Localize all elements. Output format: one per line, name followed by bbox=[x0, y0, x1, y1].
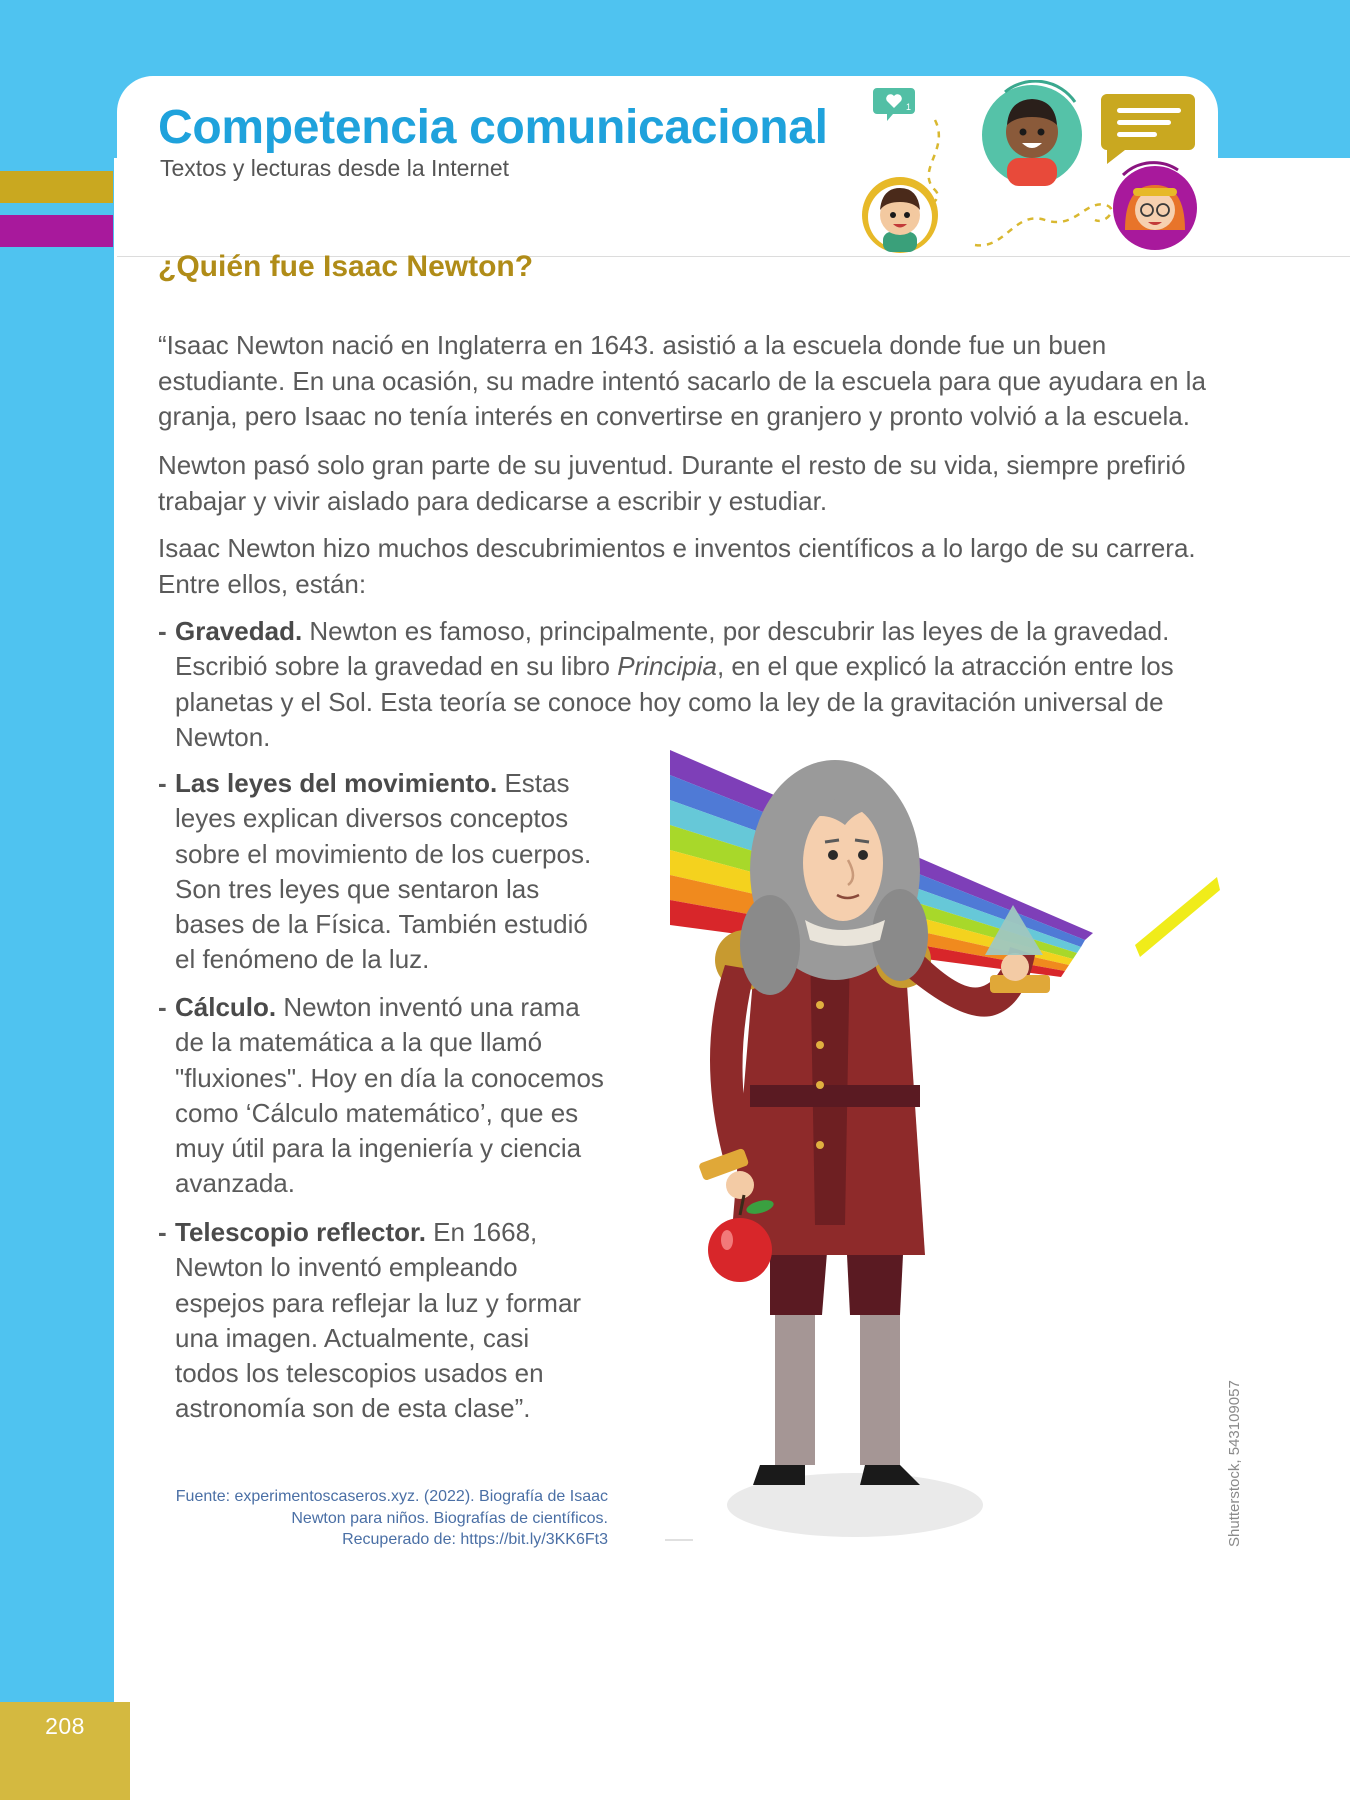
list-item-leyes-movimiento bbox=[158, 766, 613, 978]
chat-heart-icon bbox=[873, 88, 915, 121]
source-citation bbox=[158, 1486, 608, 1551]
left-color-band bbox=[0, 158, 114, 1800]
list-term: Cálculo. bbox=[175, 992, 277, 1022]
list-dash: - bbox=[158, 616, 167, 646]
list-text: Newton es famoso, principalmente, por descubrir las leyes de la gravedad. Escribió sobre la gravedad en su libro bbox=[175, 616, 1170, 682]
list-text: En 1668, Newton lo inventó empleando espejos para reflejar la luz y formar una imagen. Actualmente, casi todos los telescopios usados en astronomía son de esta clase”. bbox=[175, 1217, 582, 1424]
list-text: , en el que explicó la atracción entre los planetas y el Sol. Esta teoría se conoce hoy como la ley de la gravitación universal de Newton. bbox=[175, 651, 1174, 752]
list-dash: - bbox=[158, 992, 167, 1022]
list-term: Gravedad. bbox=[175, 616, 303, 646]
boy-avatar bbox=[982, 81, 1082, 186]
header-illustration bbox=[855, 80, 1215, 260]
list-term: Las leyes del movimiento. bbox=[175, 768, 498, 798]
section-title: Competencia comunicacional bbox=[158, 101, 828, 154]
article-paragraph: Isaac Newton hizo muchos descubrimientos e inventos científicos a lo largo de su carrera. Entre ellos, están: bbox=[158, 533, 1196, 599]
article-paragraph: Newton pasó solo gran parte de su juventud. Durante el resto de su vida, siempre prefirió trabajar y vivir aislado para dedicarse a escribir y estudiar. bbox=[158, 450, 1186, 516]
isaac-newton-illustration bbox=[665, 745, 1225, 1545]
list-dash: - bbox=[158, 1217, 167, 1247]
list-text: Estas leyes explican diversos conceptos sobre el movimiento de los cuerpos. Son tres leyes que sentaron las bases de la Física. También estudió el fenómeno de la luz. bbox=[175, 768, 592, 975]
boy-avatar-small bbox=[862, 177, 938, 253]
list-term: Telescopio reflector. bbox=[175, 1217, 426, 1247]
image-credit: Shutterstock, 543109057 bbox=[1226, 1380, 1243, 1547]
red-apple bbox=[708, 1195, 775, 1282]
magenta-stripe bbox=[0, 215, 113, 247]
gold-stripe bbox=[0, 171, 113, 203]
article-paragraph: “Isaac Newton nació en Inglaterra en 1643. asistió a la escuela donde fue un buen estudiante. En una ocasión, su madre intentó sacarlo de la escuela para que ayudara en la granja, pero Isaac no tenía interés en convertirse en granjero y pronto volvió a la escuela. bbox=[158, 330, 1206, 431]
list-text: Newton inventó una rama de la matemática a la que llamó "fluxiones". Hoy en día la conocemos como ‘Cálculo matemático’, que es muy útil para la ingeniería y ciencia avanzada. bbox=[175, 992, 604, 1199]
list-item-telescopio bbox=[158, 1215, 598, 1427]
list-item-calculo bbox=[158, 990, 613, 1202]
like-count: 1 bbox=[906, 102, 912, 112]
article-heading: ¿Quién fue Isaac Newton? bbox=[158, 250, 534, 283]
section-subtitle: Textos y lecturas desde la Internet bbox=[160, 155, 510, 181]
list-item-gravedad bbox=[158, 614, 1203, 755]
source-line: Recuperado de: https://bit.ly/3KK6Ft3 bbox=[342, 1531, 608, 1548]
source-line: Newton para niños. Biografías de científicos. bbox=[291, 1509, 608, 1527]
list-dash: - bbox=[158, 768, 167, 798]
page-number: 208 bbox=[45, 1713, 85, 1739]
source-line: Fuente: experimentoscaseros.xyz. (2022). Biografía de Isaac bbox=[175, 1488, 608, 1505]
message-bubble-icon bbox=[1101, 94, 1195, 164]
book-title: Principia bbox=[617, 651, 717, 682]
girl-avatar bbox=[1113, 163, 1197, 250]
